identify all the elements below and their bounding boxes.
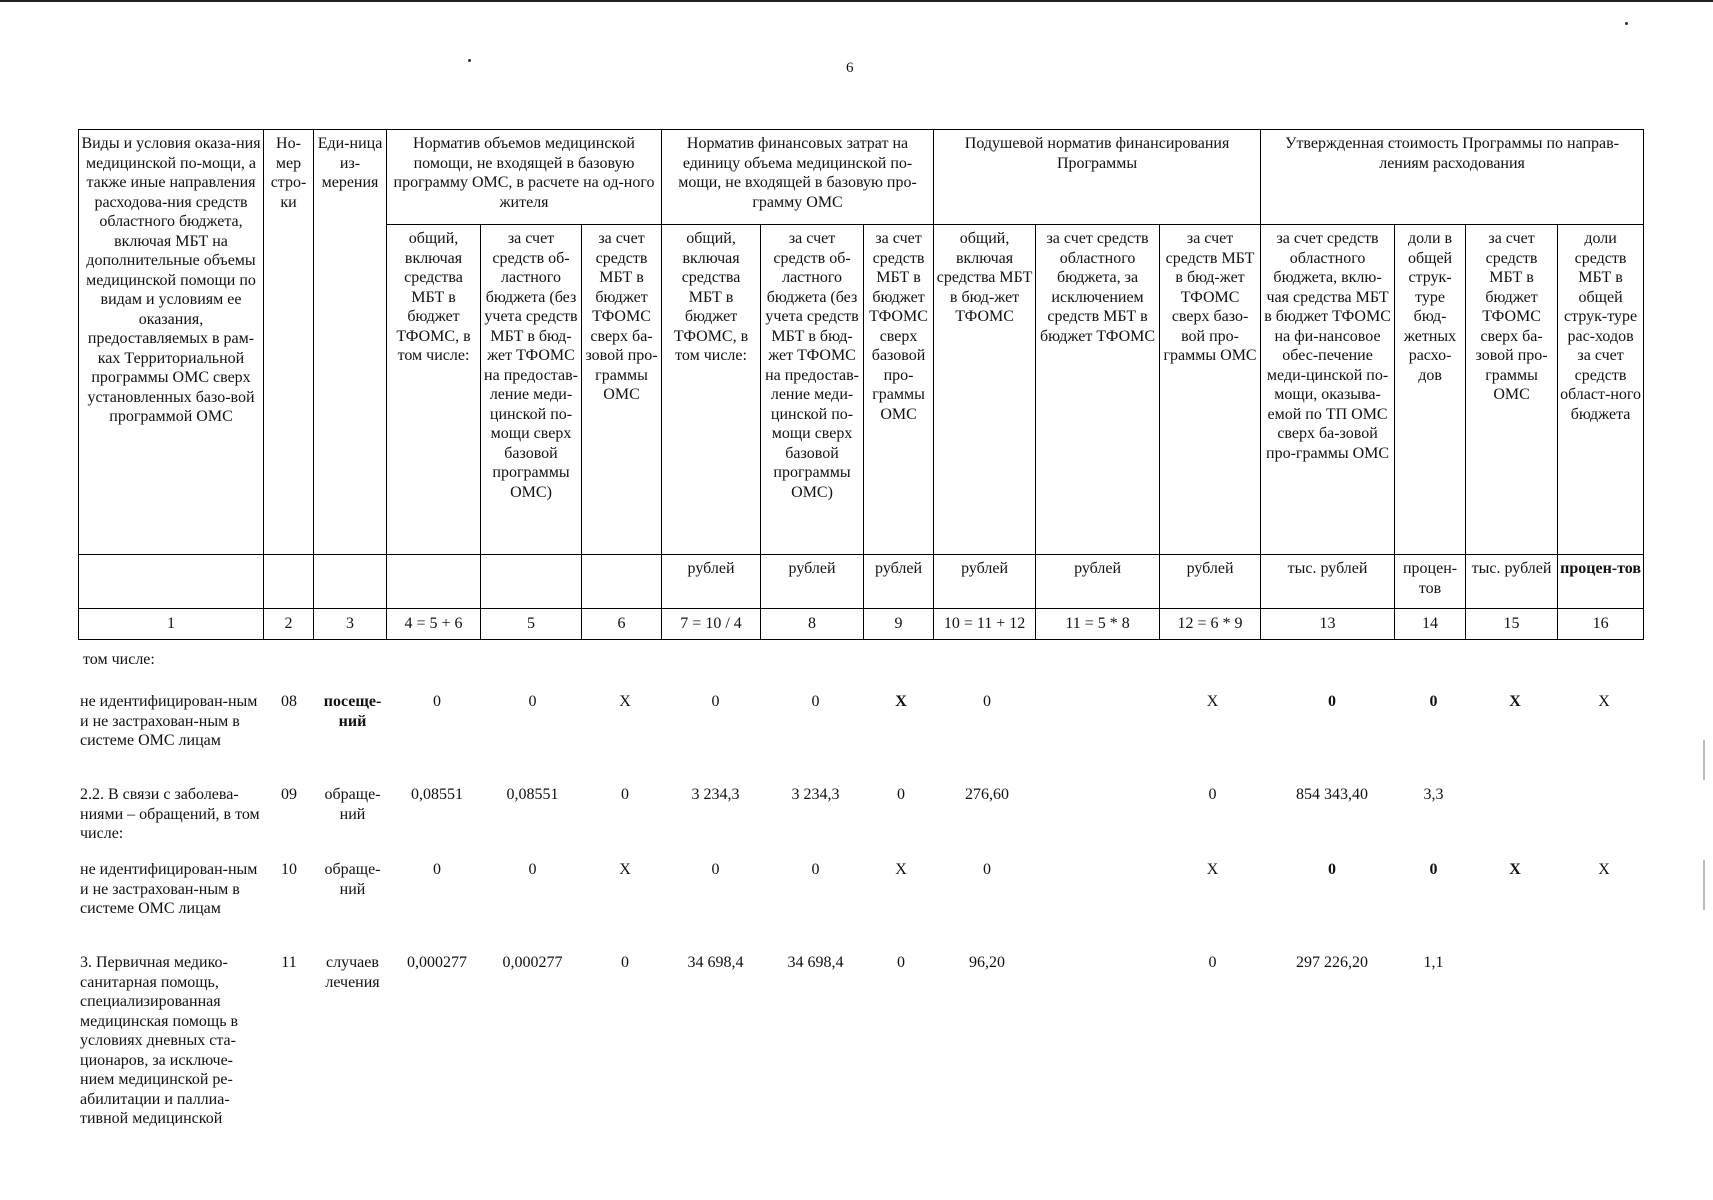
subheader: общий, включая средства МБТ в бюд-жет ТФОМС [934, 225, 1036, 555]
cell-v14: 0 [1429, 861, 1438, 878]
row-name: 3. Первичная медико-санитарная помощь, специализированная медицинская помощь в условиях дневных ста-ционаров, за исключе-нием медицинской ре-абилитации и паллиа-тивной медицинской [80, 954, 239, 1127]
unit-cell: рублей [1036, 555, 1160, 609]
row-name: 2.2. В связи с заболева-ниями – обращений, в том числе: [80, 786, 260, 842]
subheader: за счет средств областного бюджета, вклю-чая средства МБТ в бюджет ТФОМС на фи-нансовое обес-печение меди-цинской по-мощи, оказыва-емой по ТП ОМС сверх ба-зовой про-граммы ОМС [1261, 225, 1395, 555]
unit-cell: рублей [761, 555, 864, 609]
subheader: за счет средств об-ластного бюджета (без учета средств МБТ в бюд-жет ТФОМС на предостав-ление меди-цинской по-мощи сверх базовой программы ОМС) [761, 225, 864, 555]
unit-cell [387, 555, 481, 609]
column-number: 9 [864, 609, 934, 640]
cell-num: 09 [281, 786, 297, 803]
unit-cell [79, 555, 264, 609]
scan-edge-mark [1703, 740, 1705, 780]
cell-v9: 0 [897, 786, 905, 803]
cell-num: 11 [281, 954, 297, 971]
cell-v9: X [895, 693, 907, 710]
unit-cell: рублей [934, 555, 1036, 609]
column-number: 2 [264, 609, 314, 640]
cell-unit: обраще-ний [324, 786, 381, 823]
top-border-line [0, 0, 1713, 2]
scan-edge-mark [1703, 860, 1705, 910]
column-number: 12 = 6 * 9 [1160, 609, 1261, 640]
cell-v10: 0 [983, 693, 991, 710]
header-unit: Еди-ница из-мерения [314, 130, 387, 555]
column-number: 7 = 10 / 4 [662, 609, 761, 640]
cell-v4: 0 [433, 693, 441, 710]
unit-cell: рублей [864, 555, 934, 609]
subheader: общий, включая средства МБТ в бюджет ТФОМС, в том числе: [387, 225, 481, 555]
cell-v5: 0 [528, 693, 537, 710]
cell-v9: 0 [897, 954, 905, 971]
row-name: не идентифицирован-ным и не застрахован-ным в системе ОМС лицам [80, 693, 258, 749]
page-number: 6 [846, 60, 854, 76]
cell-v14: 1,1 [1423, 954, 1444, 971]
cell-v6: 0 [621, 954, 629, 971]
cell-v8: 0 [811, 693, 820, 710]
cell-num: 10 [281, 861, 297, 878]
column-number: 11 = 5 * 8 [1036, 609, 1160, 640]
unit-cell: рублей [1160, 555, 1261, 609]
cell-v15: X [1509, 693, 1521, 710]
cell-v13: 0 [1328, 693, 1336, 710]
cell-v12: X [1206, 861, 1219, 878]
cell-v12: X [1206, 693, 1219, 710]
cell-v6: X [619, 693, 631, 710]
cell-v14: 0 [1429, 693, 1438, 710]
subheader: за счет средств МБТ в бюд-жет ТФОМС сверх базо-вой про-граммы ОМС [1160, 225, 1261, 555]
column-number: 6 [582, 609, 662, 640]
column-number: 10 = 11 + 12 [934, 609, 1036, 640]
cell-v16: X [1598, 693, 1610, 710]
header-volume-norm: Норматив объемов медицинской помощи, не входящей в базовую программу ОМС, в расчете на од-ного жителя [387, 130, 662, 225]
cell-v7: 0 [711, 693, 720, 710]
subheader: за счет средств МБТ в бюджет ТФОМС сверх базовой про-граммы ОМС [864, 225, 934, 555]
column-number: 16 [1558, 609, 1644, 640]
unit-cell: процен-тов [1395, 555, 1466, 609]
column-number: 15 [1466, 609, 1558, 640]
cell-v13: 0 [1328, 861, 1336, 878]
subheader: доли в общей струк-туре бюд-жетных расхо-дов [1395, 225, 1466, 555]
cell-v5: 0,08551 [506, 786, 559, 803]
cell-v5: 0 [528, 861, 537, 878]
cell-v7: 3 234,3 [691, 786, 740, 803]
cell-v8: 3 234,3 [791, 786, 840, 803]
unit-cell: тыс. рублей [1466, 555, 1558, 609]
scan-speck [468, 59, 471, 62]
subheader: за счет средств МБТ в бюджет ТФОМС сверх ба-зовой про-граммы ОМС [1466, 225, 1558, 555]
cell-unit: обраще-ний [324, 861, 381, 898]
cell-v7: 0 [711, 861, 720, 878]
cell-v12: 0 [1208, 954, 1217, 971]
row-name: не идентифицирован-ным и не застрахован-ным в системе ОМС лицам [80, 861, 258, 917]
column-number: 13 [1261, 609, 1395, 640]
cell-v7: 34 698,4 [687, 954, 744, 971]
cell-v16: X [1598, 861, 1610, 878]
cell-unit: случаев лечения [325, 954, 380, 991]
cell-v8: 34 698,4 [787, 954, 844, 971]
column-number: 1 [79, 609, 264, 640]
unit-cell [481, 555, 582, 609]
cell-v8: 0 [811, 861, 820, 878]
column-number: 4 = 5 + 6 [387, 609, 481, 640]
cell-v6: X [619, 861, 631, 878]
cell-v9: X [895, 861, 907, 878]
subheader: за счет средств областного бюджета, за исключением средств МБТ в бюджет ТФОМС [1036, 225, 1160, 555]
header-per-capita-norm: Подушевой норматив финансирования Программы [934, 130, 1261, 225]
cell-v4: 0,08551 [411, 786, 463, 803]
scan-speck [1625, 22, 1628, 25]
cell-v15: X [1509, 861, 1521, 878]
header-approved-cost: Утвержденная стоимость Программы по направ-лениям расходования [1261, 130, 1644, 225]
subheader: общий, включая средства МБТ в бюджет ТФОМС, в том числе: [662, 225, 761, 555]
cell-v6: 0 [621, 786, 629, 803]
header-row-number: Но-мер стро-ки [264, 130, 314, 555]
column-number: 8 [761, 609, 864, 640]
cell-v12: 0 [1208, 786, 1217, 803]
budget-table-header [78, 129, 1644, 640]
cell-v13: 297 226,20 [1296, 954, 1368, 971]
continuation-text: том числе: [83, 651, 155, 668]
cell-v14: 3,3 [1423, 786, 1444, 803]
cell-v13: 854 343,40 [1296, 786, 1368, 803]
unit-cell: процен-тов [1558, 555, 1644, 609]
cell-num: 08 [281, 693, 297, 710]
unit-cell: рублей [662, 555, 761, 609]
header-kinds-of-care: Виды и условия оказа-ния медицинской по-мощи, а также иные направления расходова-ния средств областного бюджета, включая МБТ на дополнительные объемы медицинской помощи по видам и условиям ее оказания, предоставляемых в рам-ках Территориальной программы ОМС сверх установленных базо-вой программой ОМС [79, 130, 264, 555]
cell-v10: 276,60 [965, 786, 1009, 803]
column-number: 14 [1395, 609, 1466, 640]
cell-unit: посеще-ний [323, 693, 382, 730]
cell-v4: 0,000277 [407, 954, 467, 971]
cell-v4: 0 [433, 861, 441, 878]
cell-v10: 0 [983, 861, 991, 878]
subheader: доли средств МБТ в общей струк-туре рас-ходов за счет средств област-ного бюджета [1558, 225, 1644, 555]
unit-cell [582, 555, 662, 609]
subheader: за счет средств МБТ в бюджет ТФОМС сверх ба-зовой про-граммы ОМС [582, 225, 662, 555]
cell-v10: 96,20 [969, 954, 1005, 971]
unit-cell [264, 555, 314, 609]
column-number: 3 [314, 609, 387, 640]
subheader: за счет средств об-ластного бюджета (без учета средств МБТ в бюд-жет ТФОМС на предостав-ление меди-цинской по-мощи сверх базовой программы ОМС) [481, 225, 582, 555]
header-cost-norm: Норматив финансовых затрат на единицу объема медицинской по-мощи, не входящей в базовую про-грамму ОМС [662, 130, 934, 225]
column-number: 5 [481, 609, 582, 640]
unit-cell [314, 555, 387, 609]
cell-v5: 0,000277 [502, 954, 563, 971]
unit-cell: тыс. рублей [1261, 555, 1395, 609]
